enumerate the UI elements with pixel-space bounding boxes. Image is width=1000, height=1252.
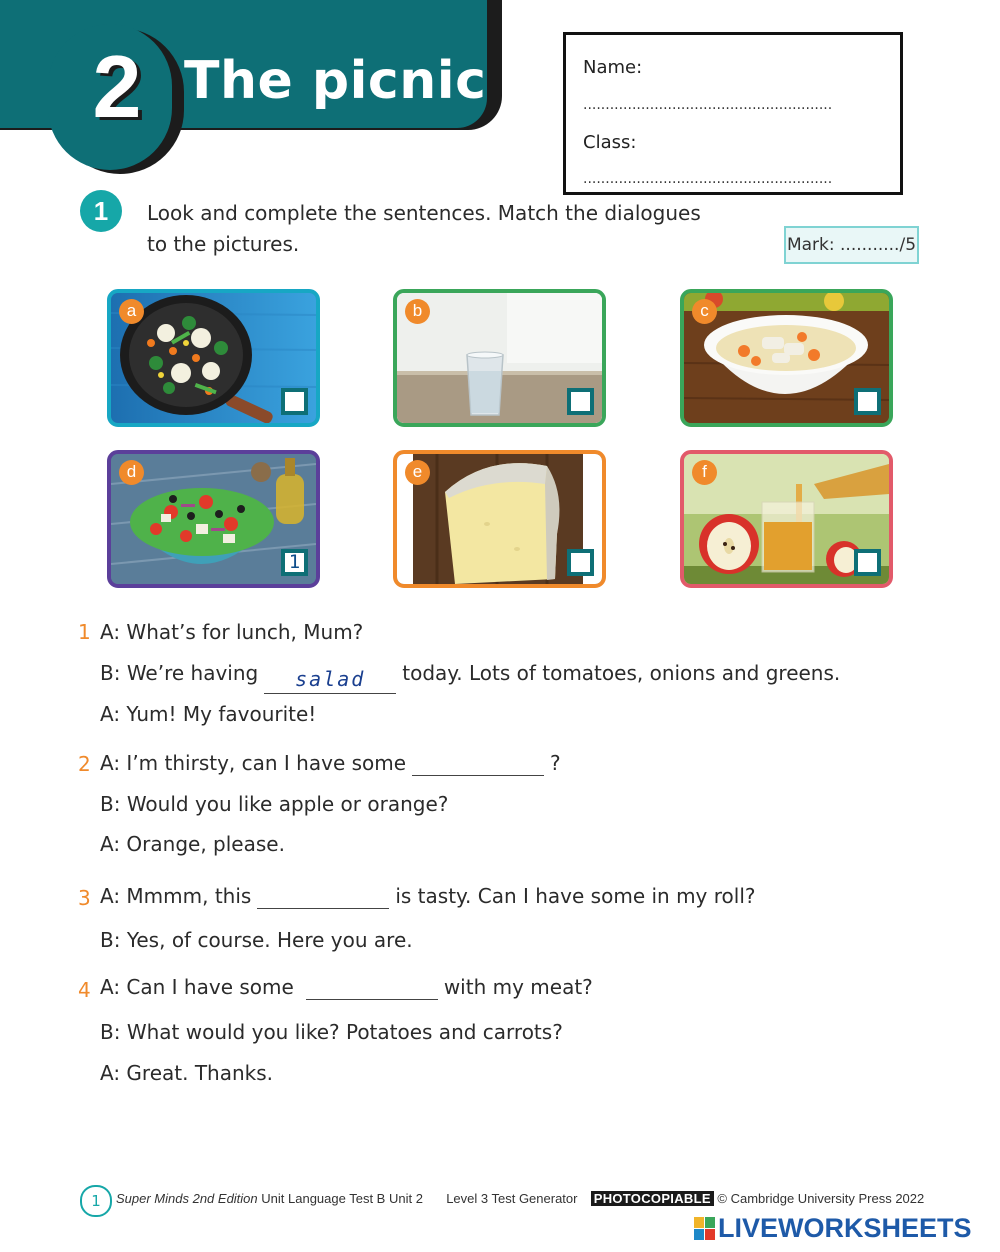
exercise-instructions	[147, 198, 707, 260]
answer-box-e[interactable]	[567, 549, 594, 576]
picture-letter-f: f	[692, 460, 717, 485]
picture-letter-b: b	[405, 299, 430, 324]
picture-letter-c: c	[692, 299, 717, 324]
dialogue-number-3: 3	[78, 886, 91, 910]
answer-box-d[interactable]: 1	[281, 549, 308, 576]
dialogue-1-line-2-end: today. Lots of tomatoes, onions and greens.	[402, 661, 841, 685]
dialogue-1-line-1: A: What’s for lunch, Mum?	[100, 620, 364, 644]
picture-card-e	[393, 450, 606, 588]
dialogue-3-line-2: B: Yes, of course. Here you are.	[100, 928, 413, 952]
picture-card-d	[107, 450, 320, 588]
dialogue-number-4: 4	[78, 978, 91, 1002]
class-field[interactable]: ........................................................	[583, 171, 833, 187]
dialogue-2-line-2: B: Would you like apple or orange?	[100, 792, 449, 816]
dialogue-1-line-2	[100, 661, 840, 694]
dialogue-2-line-1	[100, 751, 561, 776]
answer-box-f[interactable]	[854, 549, 881, 576]
dialogue-4-line-3: A: Great. Thanks.	[100, 1061, 274, 1085]
answer-box-a[interactable]	[281, 388, 308, 415]
mark-box: Mark: .........../5	[784, 226, 919, 264]
dialogue-4-line-2: B: What would you like? Potatoes and carrots?	[100, 1020, 563, 1044]
dialogue-number-2: 2	[78, 752, 91, 776]
picture-card-c	[680, 289, 893, 427]
name-label: Name:	[583, 57, 643, 78]
name-field[interactable]: ........................................................	[583, 97, 833, 113]
dialogue-3-line-1	[100, 884, 756, 909]
footer-test-name: Unit Language Test B Unit 2	[261, 1191, 423, 1206]
dialogue-1-line-2-start: B: We’re having	[100, 661, 259, 685]
dialogue-3-line-1-end: is tasty. Can I have some in my roll?	[395, 884, 756, 908]
class-label: Class:	[583, 132, 637, 153]
dialogue-1-line-3: A: Yum! My favourite!	[100, 702, 317, 726]
picture-letter-d: d	[119, 460, 144, 485]
liveworksheets-logo-text: LIVEWORKSHEETS	[718, 1213, 972, 1243]
picture-card-a	[107, 289, 320, 427]
unit-title: The picnic	[184, 51, 487, 111]
unit-number: 2	[92, 37, 142, 136]
dialogue-number-1: 1	[78, 620, 91, 644]
dialogue-3-line-1-start: A: Mmmm, this	[100, 884, 252, 908]
dialogue-4-line-1-start: A: Can I have some	[100, 975, 294, 999]
dialogue-2-line-3: A: Orange, please.	[100, 832, 285, 856]
page-number: 1	[80, 1185, 112, 1217]
footer-series: Super Minds 2nd Edition	[116, 1191, 258, 1206]
liveworksheets-logo-icon	[694, 1217, 716, 1241]
picture-letter-e: e	[405, 460, 430, 485]
answer-box-c[interactable]	[854, 388, 881, 415]
dialogue-4-line-1-end: with my meat?	[443, 975, 593, 999]
dialogue-2-line-1-start: A: I’m thirsty, can I have some	[100, 751, 407, 775]
picture-card-b	[393, 289, 606, 427]
footer-generator: Level 3 Test Generator	[446, 1191, 578, 1206]
instruction-line-1: Look and complete the sentences. Match the dialogues	[147, 201, 701, 225]
instruction-line-2: to the pictures.	[147, 232, 300, 256]
answer-blank-1[interactable]: salad	[264, 669, 396, 694]
picture-letter-a: a	[119, 299, 144, 324]
answer-blank-3[interactable]	[257, 884, 389, 909]
exercise-number-badge: 1	[80, 190, 122, 232]
picture-card-f	[680, 450, 893, 588]
answer-blank-4[interactable]	[306, 975, 438, 1000]
footer	[116, 1191, 924, 1206]
name-class-box	[563, 32, 903, 195]
liveworksheets-logo[interactable]	[694, 1213, 972, 1245]
footer-copyright: © Cambridge University Press 2022	[717, 1191, 925, 1206]
dialogue-2-line-1-end: ?	[550, 751, 561, 775]
photocopiable-label: PHOTOCOPIABLE	[591, 1191, 714, 1206]
answer-blank-2[interactable]	[412, 751, 544, 776]
answer-box-b[interactable]	[567, 388, 594, 415]
dialogue-4-line-1	[100, 975, 593, 1000]
